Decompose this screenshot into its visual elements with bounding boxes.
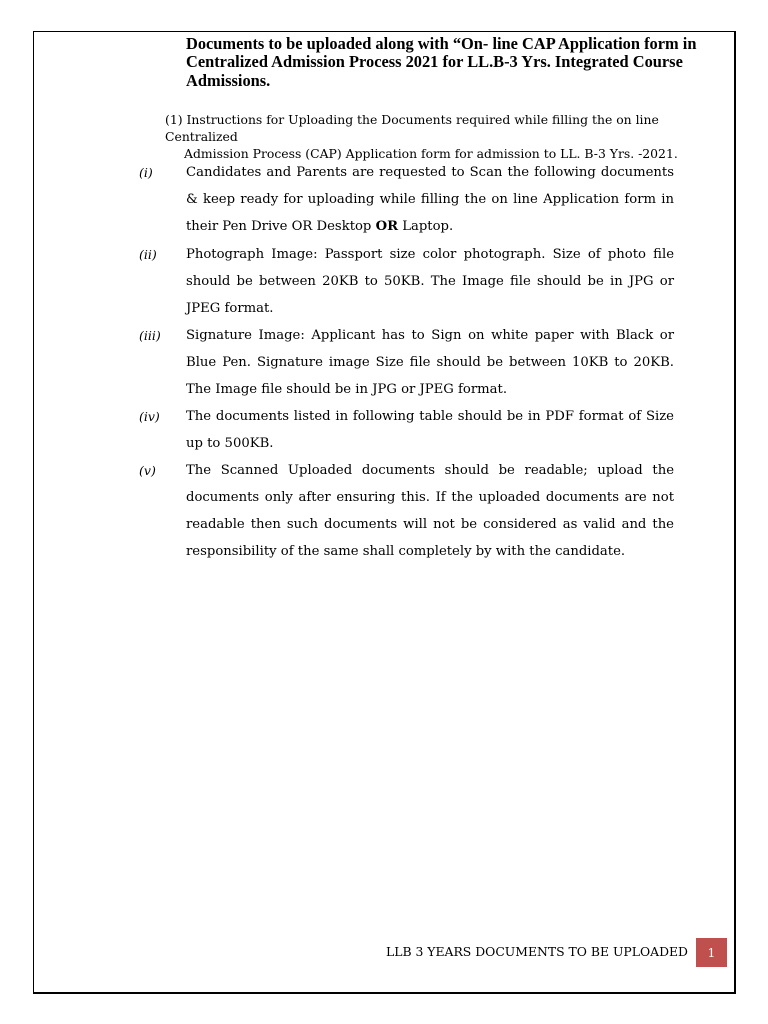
item-number: (ii) — [139, 247, 157, 262]
item-text: Photograph Image: Passport size color photograph. Size of photo file should be between 20KB to 50KB. The Image file should be in JPG or JPEG format. — [186, 247, 674, 316]
item-number: (i) — [139, 165, 153, 180]
item-text: The Scanned Uploaded documents should be readable; upload the documents only after ensuring this. If the uploaded documents are not readable then such documents will not be considered as valid and the responsibility of the same shall completely by with the candidate. — [186, 463, 674, 559]
instructions-intro — [165, 111, 735, 162]
footer-label: LLB 3 YEARS DOCUMENTS TO BE UPLOADED — [385, 944, 688, 959]
item-number: (iii) — [139, 328, 161, 343]
item-text — [186, 159, 674, 240]
item-text-bold: OR — [375, 219, 399, 234]
item-text-part: Laptop. — [398, 219, 454, 234]
item-number: (iv) — [139, 409, 160, 424]
item-text: Signature Image: Applicant has to Sign on white paper with Black or Blue Pen. Signature image Size file should be between 10KB to 20KB. The Image file should be in JPG or JPEG format. — [186, 328, 674, 397]
item-text: The documents listed in following table should be in PDF format of Size up to 500KB. — [186, 409, 674, 451]
intro-line-2: Admission Process (CAP) Application form for admission to LL. B-3 Yrs. -2021. — [184, 146, 678, 161]
document-title: Documents to be uploaded along with “On- line CAP Application form in Centralized Admission Process 2021 for LL.B-3 Yrs. Integrated Course Admissions. — [186, 34, 697, 90]
item-text-part: Candidates and Parents are requested to Scan the following documents & keep ready for uploading while filling the on line Application form in their Pen Drive OR Desktop — [186, 165, 674, 234]
item-number: (v) — [139, 463, 156, 478]
page-footer — [0, 938, 768, 968]
page-number-badge: 1 — [696, 938, 727, 967]
intro-line-1: (1) Instructions for Uploading the Documents required while filling the on line Centralized — [165, 112, 659, 144]
